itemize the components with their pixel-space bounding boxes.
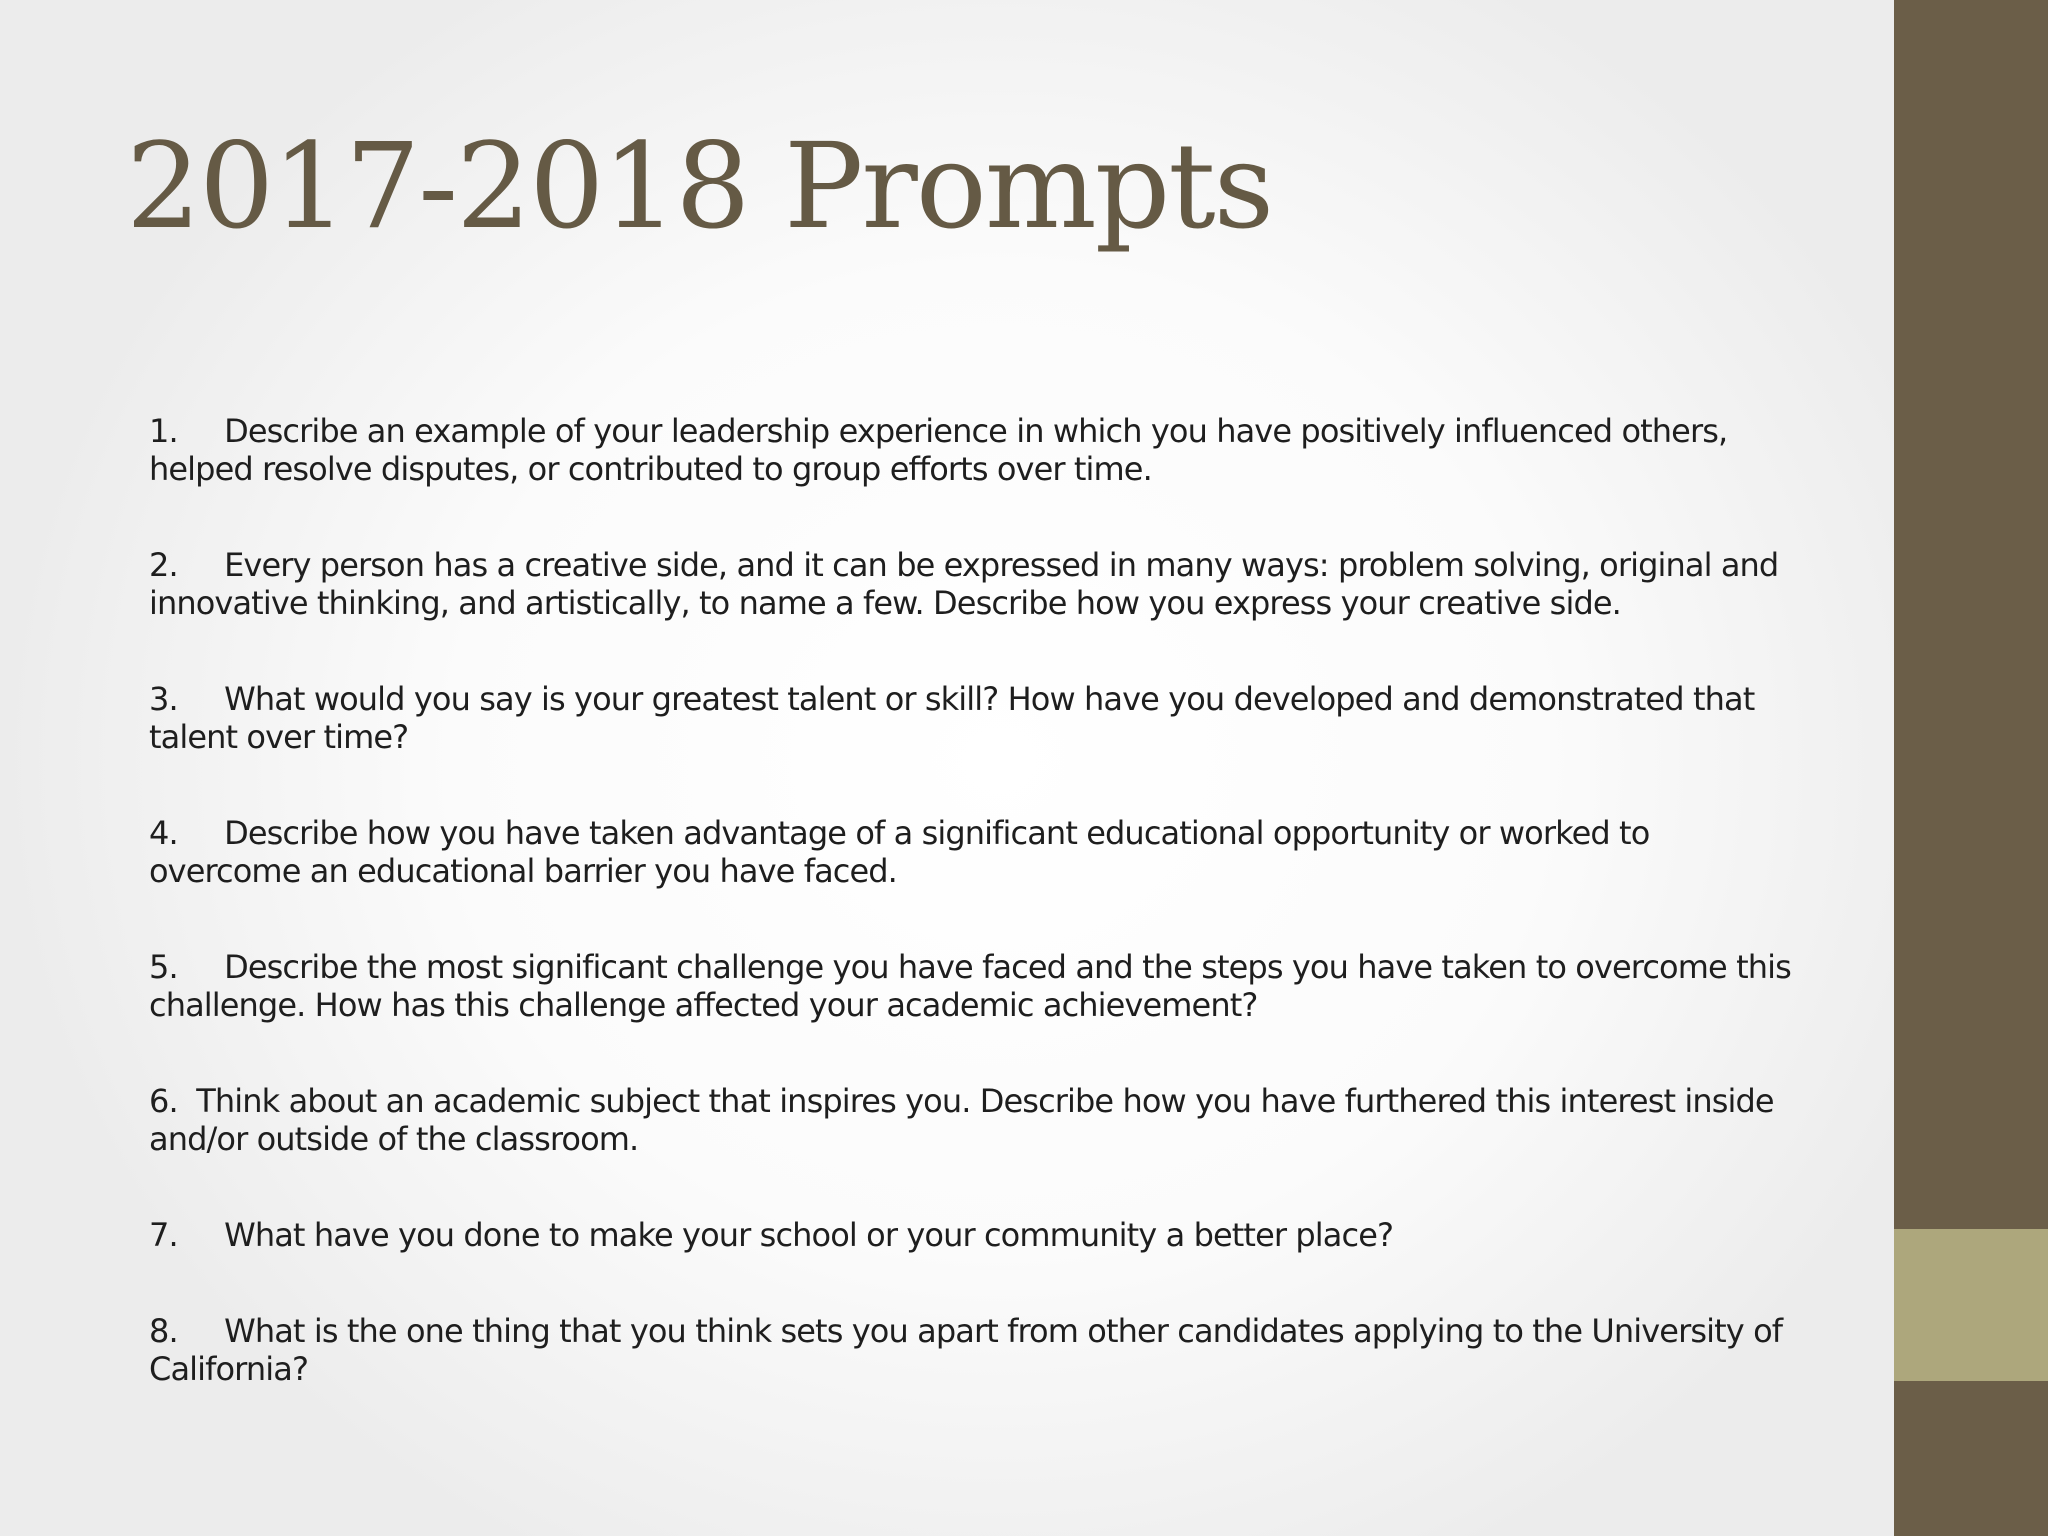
prompt-item-2: 2. Every person has a creative side, and it can be expressed in many ways: problem solving, original and innovative thinking, and artistically, to name a few. Describe how you express your creative side. xyxy=(149,546,1788,622)
prompt-item-8: 8. What is the one thing that you think sets you apart from other candidates applying to the University of California? xyxy=(149,1312,1792,1388)
slide-title: 2017-2018 Prompts xyxy=(126,117,1273,255)
prompt-item-4: 4. Describe how you have taken advantage of a significant educational opportunity or worked to overcome an educational barrier you have faced. xyxy=(149,814,1659,890)
prompt-item-6: 6. Think about an academic subject that inspires you. Describe how you have furthered this interest inside and/or outside of the classroom. xyxy=(149,1082,1783,1158)
sidebar-accent-block xyxy=(1894,1229,2048,1381)
prompt-list xyxy=(149,412,1799,1446)
prompt-item-1: 1. Describe an example of your leadership experience in which you have positively influenced others, helped resolve disputes, or contributed to group efforts over time. xyxy=(149,412,1737,488)
prompt-item-3: 3. What would you say is your greatest talent or skill? How have you developed and demonstrated that talent over time? xyxy=(149,680,1764,756)
prompt-item-7: 7. What have you done to make your school or your community a better place? xyxy=(149,1216,1394,1254)
prompt-item-5: 5. Describe the most significant challenge you have faced and the steps you have taken to overcome this challenge. How has this challenge affected your academic achievement? xyxy=(149,948,1801,1024)
